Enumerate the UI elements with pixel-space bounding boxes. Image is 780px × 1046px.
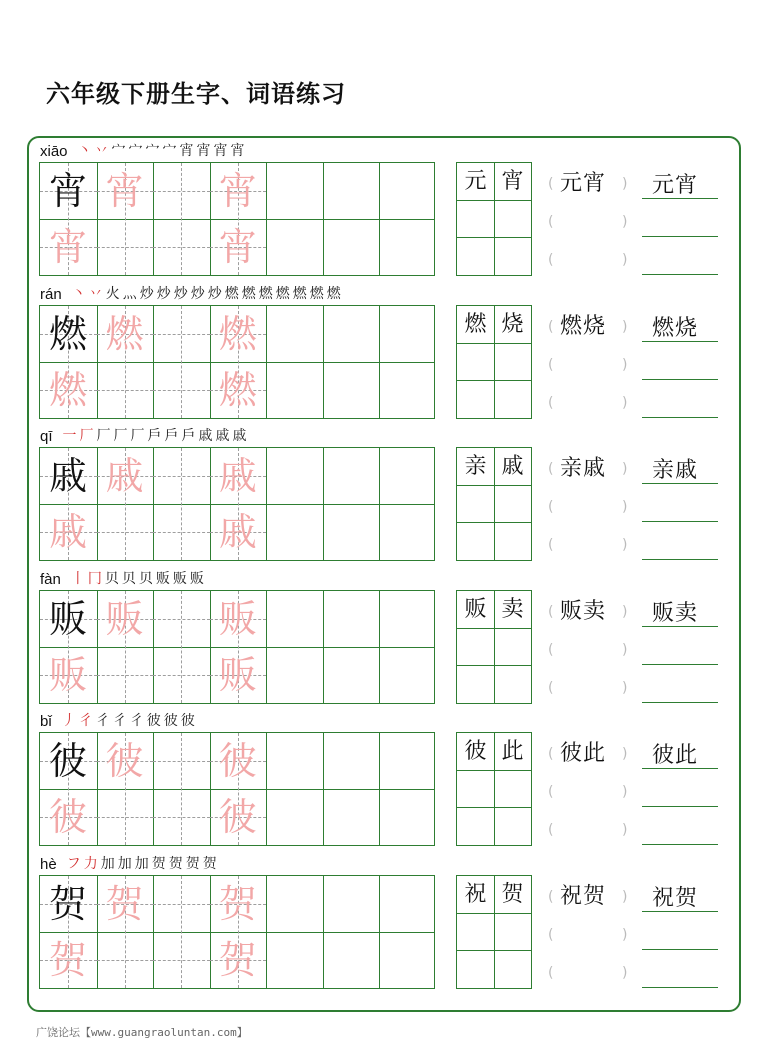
trace-char: 宵 (105, 169, 144, 213)
stroke-step: 冂 (87, 571, 102, 587)
writing-underline (642, 379, 718, 380)
writing-grid (39, 590, 435, 704)
trace-char: 贩 (218, 597, 257, 641)
word-grid (456, 305, 532, 419)
trace-char: 彼 (218, 795, 257, 839)
trace-char: 戚 (48, 510, 87, 554)
bracket-left: ( (548, 537, 554, 553)
word-char: 此 (675, 743, 699, 768)
model-char: 彼 (48, 739, 87, 783)
bracket-right: ) (622, 214, 628, 230)
writing-grid (39, 162, 435, 276)
trace-char: 彼 (48, 795, 87, 839)
trace-char: 燃 (218, 368, 257, 412)
writing-grid (39, 305, 435, 419)
stroke-step: 加 (100, 856, 115, 872)
writing-underline (642, 559, 718, 560)
bracket-left: ( (548, 395, 554, 411)
practice-section (0, 710, 780, 850)
word-bracketed (560, 451, 606, 482)
word-grid-char: 彼 (464, 739, 487, 764)
model-char: 贩 (48, 597, 87, 641)
word-char: 此 (583, 741, 607, 766)
stroke-order-line (40, 425, 250, 445)
word-grid (456, 732, 532, 846)
practice-section (0, 568, 780, 708)
stroke-step: 宵 (230, 143, 245, 159)
word-grid (456, 875, 532, 989)
stroke-step: 丶 (77, 143, 92, 159)
stroke-step: 加 (134, 856, 149, 872)
word-char: 宵 (583, 171, 607, 196)
bracket-left: ( (548, 604, 554, 620)
bracket-right: ) (622, 927, 628, 943)
word-char: 祝 (652, 886, 676, 911)
stroke-order-line (40, 140, 248, 160)
bracket-left: ( (548, 746, 554, 762)
pinyin-label: fàn (40, 571, 61, 588)
bracket-left: ( (548, 499, 554, 515)
bracket-left: ( (548, 889, 554, 905)
word-grid-char: 贩 (464, 597, 487, 622)
trace-char: 戚 (218, 510, 257, 554)
stroke-step: 贺 (168, 856, 183, 872)
writing-underline (642, 844, 718, 845)
bracket-left: ( (548, 214, 554, 230)
writing-grid (39, 732, 435, 846)
stroke-step: 贝 (138, 571, 153, 587)
word-char: 卖 (583, 599, 607, 624)
word-char: 戚 (675, 458, 699, 483)
footer-watermark: 广饶论坛【www.guangraoluntan.com】 (36, 1026, 248, 1039)
stroke-step: 炒 (156, 286, 171, 302)
trace-char: 贩 (218, 653, 257, 697)
word-char: 燃 (652, 316, 676, 341)
pinyin-label: hè (40, 856, 57, 873)
writing-underline (642, 806, 718, 807)
stroke-step: 丶 (71, 286, 86, 302)
word-grid-char: 燃 (464, 312, 487, 337)
stroke-order-line (40, 853, 220, 873)
stroke-step: 宵 (196, 143, 211, 159)
writing-grid (39, 447, 435, 561)
word-bracketed (560, 736, 606, 767)
stroke-step: 贺 (185, 856, 200, 872)
bracket-left: ( (548, 319, 554, 335)
stroke-step: 宀 (128, 143, 143, 159)
word-char: 戚 (583, 456, 607, 481)
trace-char: 燃 (218, 312, 257, 356)
word-grid-char: 元 (464, 169, 487, 194)
stroke-step: 贺 (151, 856, 166, 872)
word-char: 元 (560, 171, 584, 196)
page-title: 六年级下册生字、词语练习 (46, 80, 346, 108)
word-grid-char: 卖 (501, 597, 524, 622)
word-char: 燃 (560, 314, 584, 339)
stroke-step: 彳 (129, 713, 144, 729)
practice-section (0, 140, 780, 280)
trace-char: 戚 (218, 454, 257, 498)
stroke-step: 厂 (130, 428, 145, 444)
model-char: 燃 (48, 312, 87, 356)
stroke-step: 宀 (145, 143, 160, 159)
writing-underline (642, 274, 718, 275)
bracket-right: ) (622, 965, 628, 981)
stroke-step: 彼 (180, 713, 195, 729)
word-bracketed (560, 309, 606, 340)
stroke-step: 彼 (146, 713, 161, 729)
word-grid-char: 祝 (464, 882, 487, 907)
bracket-left: ( (548, 680, 554, 696)
stroke-step: 丨 (70, 571, 85, 587)
word-char: 亲 (652, 458, 676, 483)
stroke-step: 宀 (162, 143, 177, 159)
bracket-left: ( (548, 176, 554, 192)
writing-underline (642, 987, 718, 988)
stroke-step: 厂 (96, 428, 111, 444)
word-char: 卖 (675, 601, 699, 626)
word-char: 贺 (583, 884, 607, 909)
stroke-step: 贩 (189, 571, 204, 587)
stroke-step: 彼 (163, 713, 178, 729)
stroke-step: 贝 (104, 571, 119, 587)
word-underlined (652, 453, 698, 484)
word-char: 祝 (560, 884, 584, 909)
writing-underline (642, 911, 718, 912)
word-grid (456, 590, 532, 704)
stroke-step: 炒 (139, 286, 154, 302)
bracket-left: ( (548, 965, 554, 981)
stroke-step: 燃 (275, 286, 290, 302)
stroke-step: 灬 (122, 286, 137, 302)
bracket-right: ) (622, 537, 628, 553)
trace-char: 贺 (105, 882, 144, 926)
writing-grid (39, 875, 435, 989)
word-underlined (652, 168, 698, 199)
bracket-right: ) (622, 889, 628, 905)
bracket-left: ( (548, 461, 554, 477)
word-grid (456, 162, 532, 276)
practice-section (0, 425, 780, 565)
stroke-step: 燃 (258, 286, 273, 302)
word-underlined (652, 881, 698, 912)
word-grid-char: 贺 (501, 882, 524, 907)
stroke-order-line (40, 283, 344, 303)
word-char: 贩 (560, 599, 584, 624)
writing-underline (642, 521, 718, 522)
stroke-step: 贩 (155, 571, 170, 587)
bracket-right: ) (622, 252, 628, 268)
stroke-step: 一 (62, 428, 77, 444)
writing-underline (642, 341, 718, 342)
stroke-step: 戶 (147, 428, 162, 444)
word-char: 彼 (560, 741, 584, 766)
trace-char: 贺 (218, 882, 257, 926)
trace-char: 贩 (105, 597, 144, 641)
model-char: 宵 (48, 169, 87, 213)
stroke-step: 戚 (215, 428, 230, 444)
stroke-step: 贺 (202, 856, 217, 872)
model-char: 贺 (48, 882, 87, 926)
stroke-step: 燃 (241, 286, 256, 302)
bracket-right: ) (622, 604, 628, 620)
stroke-step: 丷 (88, 286, 103, 302)
stroke-step: 戶 (164, 428, 179, 444)
stroke-step: 戶 (181, 428, 196, 444)
word-char: 彼 (652, 743, 676, 768)
word-underlined (652, 311, 698, 342)
bracket-right: ) (622, 499, 628, 515)
bracket-right: ) (622, 461, 628, 477)
trace-char: 宵 (218, 225, 257, 269)
word-bracketed (560, 879, 606, 910)
stroke-step: 厂 (79, 428, 94, 444)
bracket-right: ) (622, 642, 628, 658)
stroke-step: 彳 (112, 713, 127, 729)
stroke-step: 彳 (78, 713, 93, 729)
writing-underline (642, 949, 718, 950)
bracket-left: ( (548, 784, 554, 800)
stroke-step: 彳 (95, 713, 110, 729)
stroke-step: 戚 (232, 428, 247, 444)
word-char: 烧 (583, 314, 607, 339)
practice-section (0, 853, 780, 993)
word-char: 烧 (675, 316, 699, 341)
stroke-step: 宵 (213, 143, 228, 159)
writing-underline (642, 198, 718, 199)
bracket-left: ( (548, 252, 554, 268)
bracket-right: ) (622, 746, 628, 762)
word-grid-char: 烧 (501, 312, 524, 337)
trace-char: 贺 (48, 938, 87, 982)
writing-underline (642, 626, 718, 627)
word-char: 元 (652, 173, 676, 198)
bracket-right: ) (622, 357, 628, 373)
word-bracketed (560, 166, 606, 197)
stroke-step: 炒 (207, 286, 222, 302)
stroke-step: 贝 (121, 571, 136, 587)
word-char: 宵 (675, 173, 699, 198)
trace-char: 燃 (105, 312, 144, 356)
pinyin-label: bǐ (40, 713, 52, 730)
trace-char: 宵 (48, 225, 87, 269)
stroke-step: 宵 (179, 143, 194, 159)
pinyin-label: rán (40, 286, 62, 303)
bracket-left: ( (548, 642, 554, 658)
model-char: 戚 (48, 454, 87, 498)
word-char: 亲 (560, 456, 584, 481)
word-grid-char: 戚 (501, 454, 524, 479)
writing-underline (642, 236, 718, 237)
stroke-step: 力 (83, 856, 98, 872)
trace-char: 宵 (218, 169, 257, 213)
writing-underline (642, 702, 718, 703)
bracket-right: ) (622, 822, 628, 838)
word-underlined (652, 738, 698, 769)
stroke-step: 宀 (111, 143, 126, 159)
writing-underline (642, 417, 718, 418)
stroke-step: 加 (117, 856, 132, 872)
stroke-step: 炒 (190, 286, 205, 302)
bracket-left: ( (548, 357, 554, 373)
bracket-right: ) (622, 784, 628, 800)
trace-char: 贺 (218, 938, 257, 982)
writing-underline (642, 768, 718, 769)
stroke-step: 燃 (224, 286, 239, 302)
writing-underline (642, 664, 718, 665)
bracket-right: ) (622, 319, 628, 335)
trace-char: 彼 (218, 739, 257, 783)
pinyin-label: xiāo (40, 143, 68, 160)
bracket-left: ( (548, 822, 554, 838)
word-grid-char: 宵 (501, 169, 524, 194)
word-char: 贺 (675, 886, 699, 911)
stroke-step: 戚 (198, 428, 213, 444)
trace-char: 燃 (48, 368, 87, 412)
trace-char: 贩 (48, 653, 87, 697)
stroke-step: 贩 (172, 571, 187, 587)
stroke-step: 燃 (326, 286, 341, 302)
stroke-step: 燃 (292, 286, 307, 302)
trace-char: 彼 (105, 739, 144, 783)
stroke-step: 丷 (94, 143, 109, 159)
word-underlined (652, 596, 698, 627)
bracket-right: ) (622, 176, 628, 192)
bracket-left: ( (548, 927, 554, 943)
stroke-order-line (40, 568, 207, 588)
word-grid-char: 此 (501, 739, 524, 764)
stroke-step: フ (66, 856, 81, 872)
stroke-order-line (40, 710, 198, 730)
stroke-step: 燃 (309, 286, 324, 302)
stroke-step: 火 (105, 286, 120, 302)
stroke-step: 丿 (61, 713, 76, 729)
stroke-step: 炒 (173, 286, 188, 302)
word-grid (456, 447, 532, 561)
bracket-right: ) (622, 395, 628, 411)
practice-section (0, 283, 780, 423)
writing-underline (642, 483, 718, 484)
word-bracketed (560, 594, 606, 625)
pinyin-label: qī (40, 428, 53, 445)
trace-char: 戚 (105, 454, 144, 498)
word-grid-char: 亲 (464, 454, 487, 479)
stroke-step: 厂 (113, 428, 128, 444)
word-char: 贩 (652, 601, 676, 626)
bracket-right: ) (622, 680, 628, 696)
